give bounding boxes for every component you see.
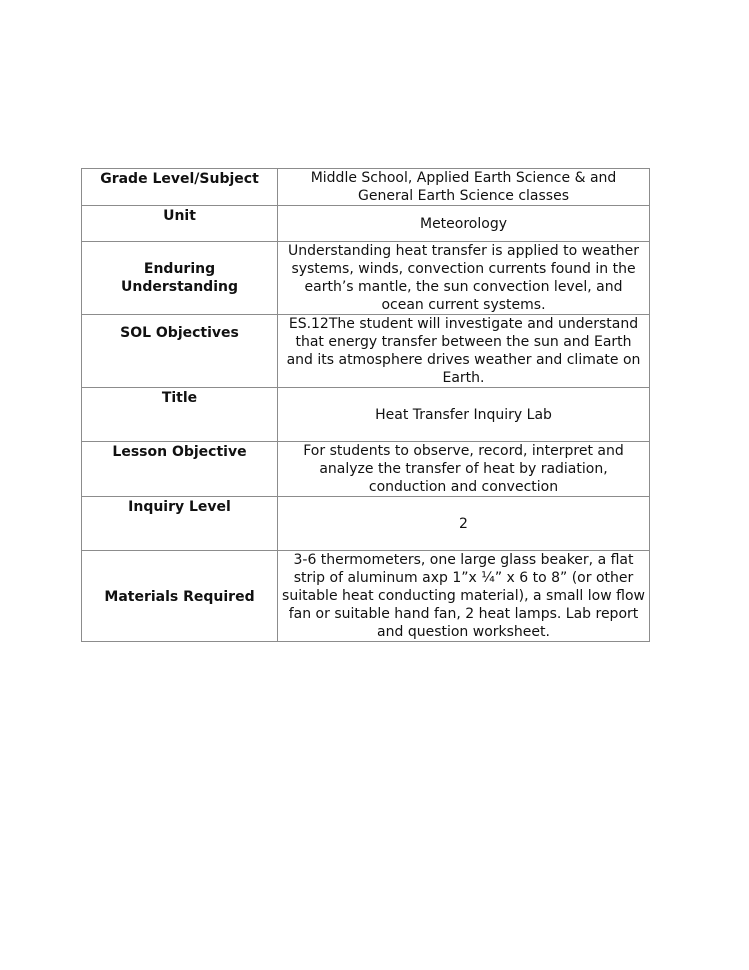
label-sol-objectives: SOL Objectives: [82, 315, 278, 388]
row-materials-required: [82, 551, 650, 642]
label-lesson-objective: Lesson Objective: [82, 442, 278, 497]
row-title: [82, 388, 650, 442]
row-enduring-understanding: [82, 242, 650, 315]
value-enduring-understanding: Understanding heat transfer is applied to weather systems, winds, convection currents found in the earth’s mantle, the sun convection level, and ocean current systems.: [278, 242, 650, 315]
label-enduring-understanding: [82, 242, 278, 315]
value-title: Heat Transfer Inquiry Lab: [278, 388, 650, 442]
row-sol-objectives: [82, 315, 650, 388]
value-sol-objectives: ES.12The student will investigate and understand that energy transfer between the sun and Earth and its atmosphere drives weather and climate on Earth.: [278, 315, 650, 388]
label-grade-level-subject: Grade Level/Subject: [82, 169, 278, 206]
label-unit: Unit: [82, 206, 278, 242]
row-grade-level-subject: [82, 169, 650, 206]
row-lesson-objective: [82, 442, 650, 497]
label-inquiry-level: Inquiry Level: [82, 497, 278, 551]
value-lesson-objective: For students to observe, record, interpret and analyze the transfer of heat by radiation, conduction and convection: [278, 442, 650, 497]
lesson-plan-table: [81, 168, 650, 642]
row-inquiry-level: [82, 497, 650, 551]
label-enduring-understanding-text: Enduring Understanding: [120, 261, 238, 295]
label-materials-required: Materials Required: [82, 551, 278, 642]
value-unit: Meteorology: [278, 206, 650, 242]
value-materials-required: 3-6 thermometers, one large glass beaker, a flat strip of aluminum axp 1”x ¼” x 6 to 8” (or other suitable heat conducting material), a small low flow fan or suitable hand fan, 2 heat lamps. Lab report and question worksheet.: [278, 551, 650, 642]
value-grade-level-subject: Middle School, Applied Earth Science & and General Earth Science classes: [278, 169, 650, 206]
label-title: Title: [82, 388, 278, 442]
row-unit: [82, 206, 650, 242]
value-inquiry-level: 2: [278, 497, 650, 551]
